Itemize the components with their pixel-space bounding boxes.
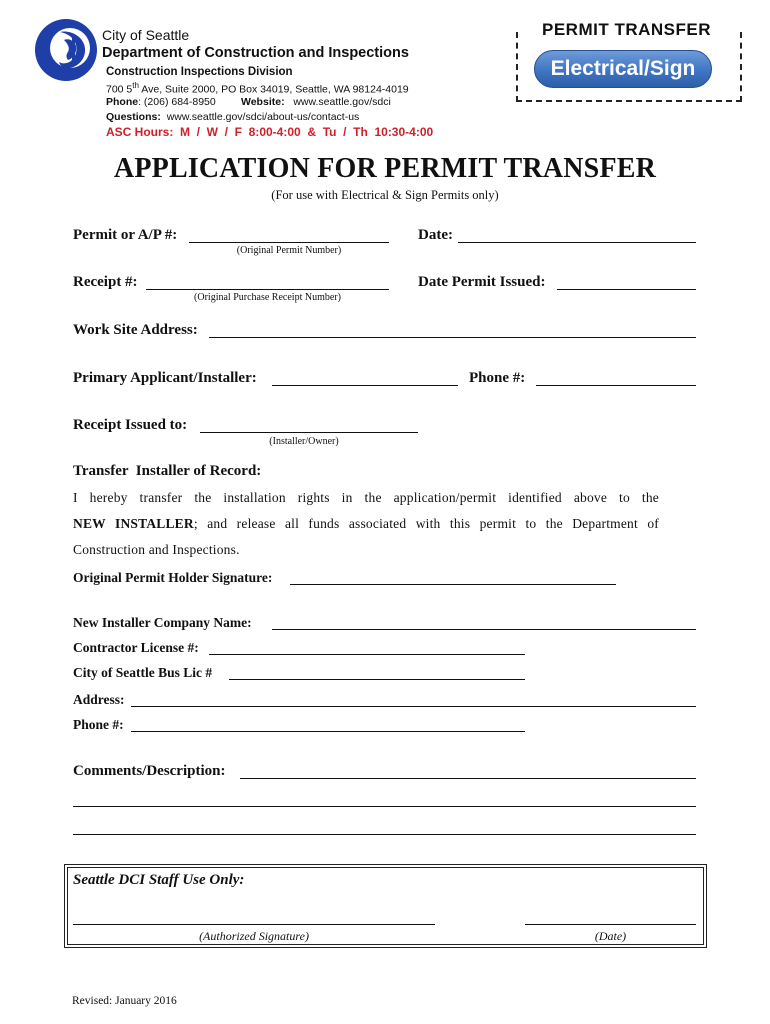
receipt-number-caption: (Original Purchase Receipt Number) — [194, 292, 341, 303]
asc-hours: ASC Hours: M / W / F 8:00-4:00 & Tu / Th 10:30-4:00 — [106, 125, 434, 139]
transfer-heading: Transfer Installer of Record: — [73, 463, 262, 479]
phone-line: Phone: (206) 684-8950 — [106, 96, 216, 108]
date-label: Date: — [418, 227, 453, 243]
city-name: City of Seattle — [102, 27, 190, 43]
receipt-issued-caption: (Installer/Owner) — [269, 436, 339, 447]
city-logo — [34, 18, 98, 82]
permit-number-field[interactable] — [189, 242, 389, 243]
date-issued-field[interactable] — [557, 289, 696, 290]
permit-number-label: Permit or A/P #: — [73, 227, 178, 243]
applicant-label: Primary Applicant/Installer: — [73, 370, 257, 386]
comments-field-line1[interactable] — [240, 778, 696, 779]
authorized-signature-field[interactable] — [73, 924, 435, 925]
receipt-issued-field[interactable] — [200, 432, 418, 433]
new-company-field[interactable] — [272, 629, 696, 630]
transfer-paragraph-line1: I hereby transfer the installation rights in the application/permit identified above to the — [73, 490, 659, 505]
permit-transfer-badge — [516, 20, 742, 102]
comments-field-line3[interactable] — [73, 834, 696, 835]
work-site-field[interactable] — [209, 337, 696, 338]
new-phone-label: Phone #: — [73, 717, 124, 732]
questions-link[interactable]: www.seattle.gov/sdci/about-us/contact-us — [166, 111, 360, 123]
date-field[interactable] — [458, 242, 696, 243]
office-address: 700 5th Ave, Suite 2000, PO Box 34019, Seattle, WA 98124-4019 — [106, 81, 409, 96]
applicant-phone-label: Phone #: — [469, 370, 526, 386]
date-issued-label: Date Permit Issued: — [418, 274, 546, 290]
signature-label: Original Permit Holder Signature: — [73, 570, 273, 585]
comments-label: Comments/Description: — [73, 763, 226, 779]
form-title: APPLICATION FOR PERMIT TRANSFER — [113, 153, 657, 184]
work-site-label: Work Site Address: — [73, 322, 198, 338]
city-seal-icon — [34, 18, 98, 82]
transfer-paragraph-line2: NEW INSTALLER; and release all funds associated with this permit to the Department of — [73, 516, 659, 531]
contractor-license-field[interactable] — [209, 654, 525, 655]
transfer-paragraph-line3: Construction and Inspections. — [73, 542, 240, 557]
new-address-field[interactable] — [131, 706, 696, 707]
bus-lic-field[interactable] — [229, 679, 525, 680]
receipt-number-label: Receipt #: — [73, 274, 138, 290]
revised-date: Revised: January 2016 — [72, 995, 177, 1007]
badge-pill: Electrical/Sign — [534, 50, 712, 88]
new-installer-emphasis: NEW INSTALLER — [73, 516, 194, 531]
staff-date-field[interactable] — [525, 924, 696, 925]
contractor-license-label: Contractor License #: — [73, 640, 199, 655]
website-line: Website: www.seattle.gov/sdci — [241, 96, 391, 108]
authorized-signature-caption: (Authorized Signature) — [199, 929, 309, 943]
new-address-label: Address: — [73, 692, 125, 707]
website-link[interactable]: www.seattle.gov/sdci — [293, 96, 391, 108]
form-subtitle: (For use with Electrical & Sign Permits only) — [271, 188, 499, 202]
receipt-issued-label: Receipt Issued to: — [73, 417, 188, 433]
bus-lic-label: City of Seattle Bus Lic # — [73, 665, 213, 680]
applicant-field[interactable] — [272, 385, 458, 386]
comments-field-line2[interactable] — [73, 806, 696, 807]
division-name: Construction Inspections Division — [106, 66, 293, 78]
staff-date-caption: (Date) — [594, 929, 627, 943]
applicant-phone-field[interactable] — [536, 385, 696, 386]
receipt-number-field[interactable] — [146, 289, 389, 290]
permit-number-caption: (Original Permit Number) — [236, 245, 342, 256]
department-name: Department of Construction and Inspections — [102, 45, 409, 61]
new-company-label: New Installer Company Name: — [73, 615, 252, 630]
new-phone-field[interactable] — [131, 731, 525, 732]
questions-line: Questions: www.seattle.gov/sdci/about-us/contact-us — [106, 111, 360, 123]
signature-field[interactable] — [290, 584, 616, 585]
badge-top-label: PERMIT TRANSFER — [532, 20, 721, 40]
staff-heading: Seattle DCI Staff Use Only: — [73, 872, 245, 888]
